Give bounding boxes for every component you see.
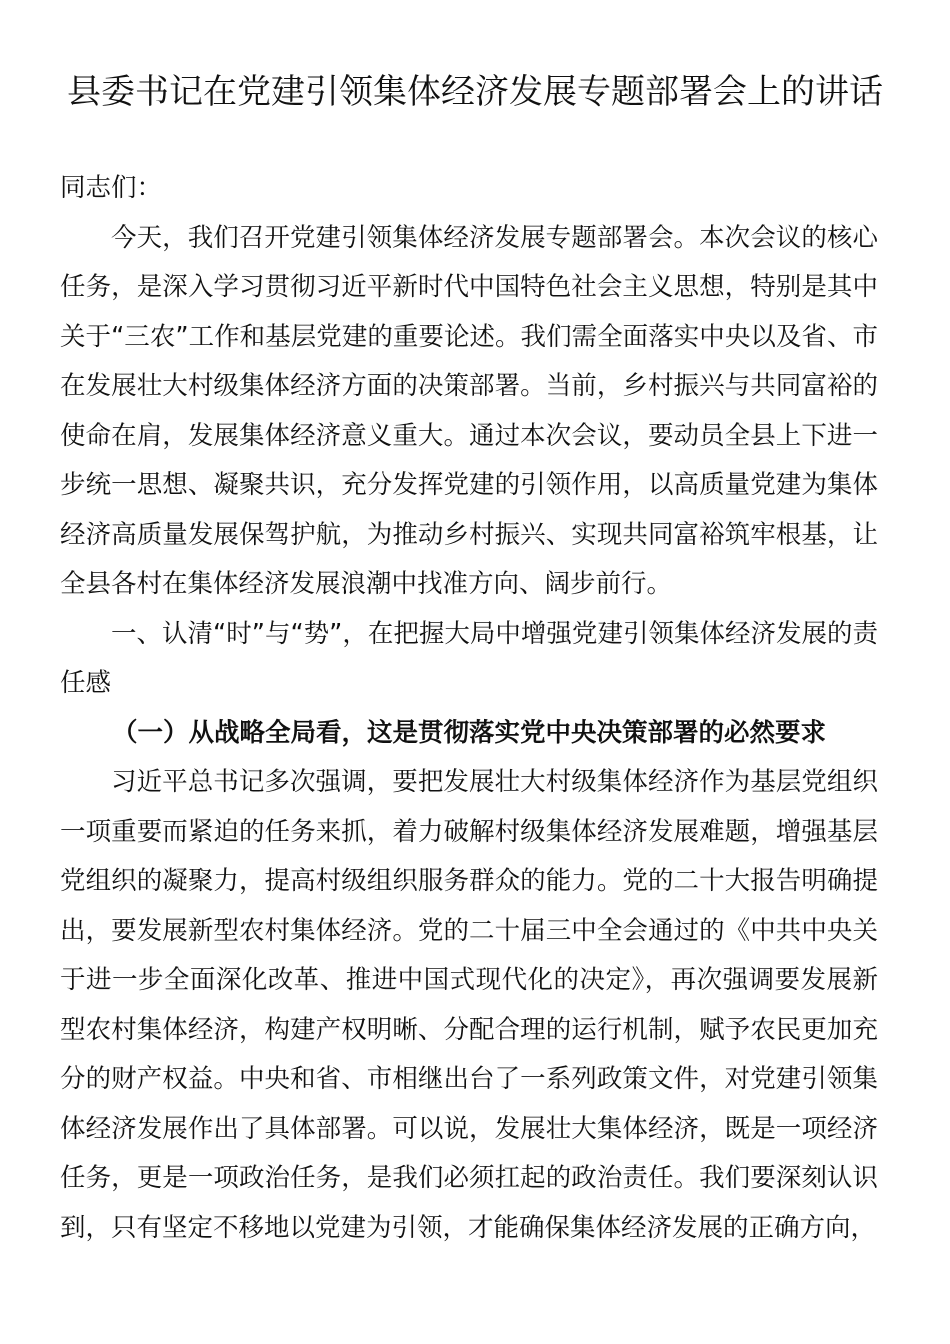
paragraph-section-1-1: 习近平总书记多次强调，要把发展壮大村级集体经济作为基层党组织一项重要而紧迫的任务来抓，着力破解村级集体经济发展难题，增强基层党组织的凝聚力，提高村级组织服务群众的能力。党的二十大报告明确提出，要发展新型农村集体经济。党的二十届三中全会通过的《中共中央关于进一步全面深化改革、推进中国式现代化的决定》，再次强调要发展新型农村集体经济，构建产权明晰、分配合理的运行机制，赋予农民更加充分的财产权益。中央和省、市相继出台了一系列政策文件，对党建引领集体经济发展作出了具体部署。可以说，发展壮大集体经济，既是一项经济任务，更是一项政治任务，是我们必须扛起的政治责任。我们要深刻认识到，只有坚定不移地以党建为引领，才能确保集体经济发展的正确方向， xyxy=(60,767,878,1243)
document-body xyxy=(60,164,878,1253)
salutation: 同志们： xyxy=(60,173,163,203)
subheading-1: （一）从战略全局看，这是贯彻落实党中央决策部署的必然要求 xyxy=(111,717,826,748)
document-title: 县委书记在党建引领集体经济发展专题部署会上的讲话 xyxy=(67,72,883,112)
paragraph-intro: 今天，我们召开党建引领集体经济发展专题部署会。本次会议的核心任务，是深入学习贯彻习近平新时代中国特色社会主义思想，特别是其中关于“三农”工作和基层党建的重要论述。我们需全面落实中央以及省、市在发展壮大村级集体经济方面的决策部署。当前，乡村振兴与共同富裕的使命在肩，发展集体经济意义重大。通过本次会议，要动员全县上下进一步统一思想、凝聚共识，充分发挥党建的引领作用，以高质量党建为集体经济高质量发展保驾护航，为推动乡村振兴、实现共同富裕筑牢根基，让全县各村在集体经济发展浪潮中找准方向、阔步前行。 xyxy=(60,222,878,599)
section-heading-1: 一、认清“时”与“势”，在把握大局中增强党建引领集体经济发展的责任感 xyxy=(60,618,878,698)
